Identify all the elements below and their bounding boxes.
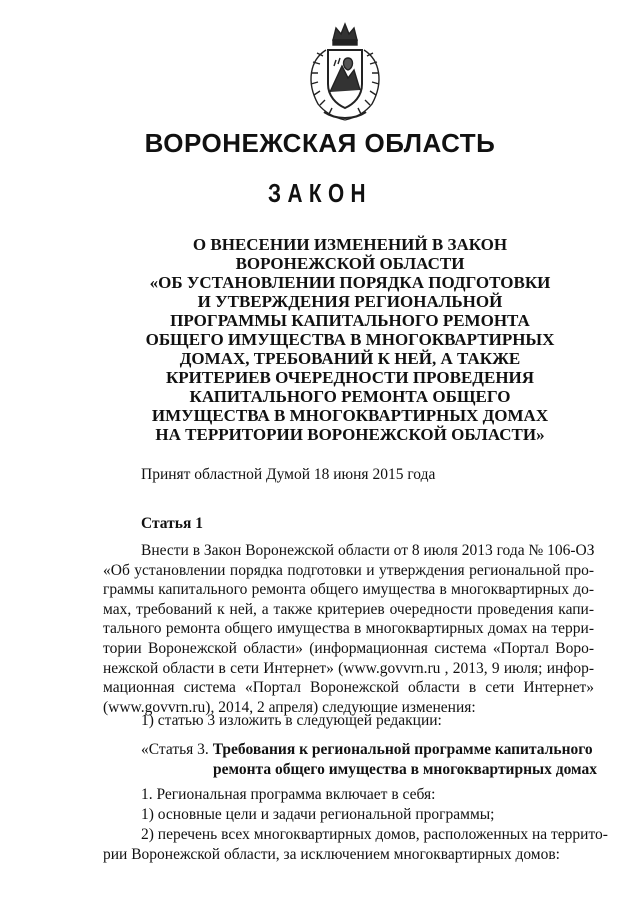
clause-1-item-2-line1: 2) перечень всех многоквартирных домов, расположенных на террито- — [141, 826, 608, 843]
title-line: И УТВЕРЖДЕНИЯ РЕГИОНАЛЬНОЙ — [197, 292, 503, 311]
title-line: О ВНЕСЕНИИ ИЗМЕНЕНИЙ В ЗАКОН — [192, 235, 508, 254]
article-heading: Статья 1 — [141, 515, 203, 532]
amendment-item-1: 1) статью 3 изложить в следующей редакции: — [141, 712, 442, 729]
article-intro-paragraph — [103, 541, 594, 717]
title-line: ДОМАХ, ТРЕБОВАНИЙ К НЕЙ, А ТАКЖЕ — [179, 349, 521, 368]
title-line: КРИТЕРИЕВ ОЧЕРЕДНОСТИ ПРОВЕДЕНИЯ — [165, 368, 535, 387]
title-line: КАПИТАЛЬНОГО РЕМОНТА ОБЩЕГО — [189, 387, 511, 406]
coat-of-arms-icon — [296, 20, 394, 124]
title-line: ПРОГРАММЫ КАПИТАЛЬНОГО РЕМОНТА — [170, 311, 530, 330]
paragraph-line: нежской области в сети Интернет» (www.govvrn.ru , 2013, 9 июля; инфор- — [103, 659, 594, 677]
paragraph-line: тории Воронежской области» (информационная система «Портал Воро- — [103, 639, 594, 657]
paragraph-line: граммы капитального ремонта общего имущества в многоквартирных до- — [103, 581, 594, 599]
adoption-date: Принят областной Думой 18 июня 2015 года — [141, 466, 436, 483]
clause-1-item-2-line2: рии Воронежской области, за исключением многоквартирных домов: — [103, 846, 560, 863]
region-title: ВОРОНЕЖСКАЯ ОБЛАСТЬ — [144, 128, 496, 158]
paragraph-line: «Об установлении порядка подготовки и утверждения региональной про- — [103, 561, 594, 579]
title-line: НА ТЕРРИТОРИИ ВОРОНЕЖСКОЙ ОБЛАСТИ» — [155, 425, 545, 444]
paragraph-line: мах, требований к ней, а также критериев очередности проведения капи- — [103, 600, 594, 618]
article-3-title-line1: Требования к региональной программе капитального — [212, 741, 593, 758]
document-type: ЗАКОН — [268, 178, 372, 208]
title-line: «ОБ УСТАНОВЛЕНИИ ПОРЯДКА ПОДГОТОВКИ — [149, 273, 551, 292]
paragraph-line: мационная система «Портал Воронежской области в сети Интернет» — [103, 679, 594, 697]
article-3-heading — [141, 740, 593, 759]
title-line: ВОРОНЕЖСКОЙ ОБЛАСТИ — [235, 254, 465, 273]
article-3-prefix: «Статья 3. — [141, 741, 209, 758]
paragraph-line: Внести в Закон Воронежской области от 8 июля 2013 года № 106-ОЗ — [141, 542, 595, 559]
law-title — [140, 235, 560, 444]
title-line: ОБЩЕГО ИМУЩЕСТВА В МНОГОКВАРТИРНЫХ — [145, 330, 555, 349]
clause-1-item-1: 1) основные цели и задачи региональной программы; — [141, 806, 495, 823]
clause-1: 1. Региональная программа включает в себя: — [141, 786, 436, 803]
title-line: ИМУЩЕСТВА В МНОГОКВАРТИРНЫХ ДОМАХ — [151, 406, 549, 425]
paragraph-line: тального ремонта общего имущества в многоквартирных домах на терри- — [103, 620, 594, 638]
article-3-title-line2: ремонта общего имущества в многоквартирных домах — [213, 761, 598, 778]
paragraph-line: (www.govvrn.ru), 2014, 2 апреля) следующие изменения: — [103, 698, 476, 716]
